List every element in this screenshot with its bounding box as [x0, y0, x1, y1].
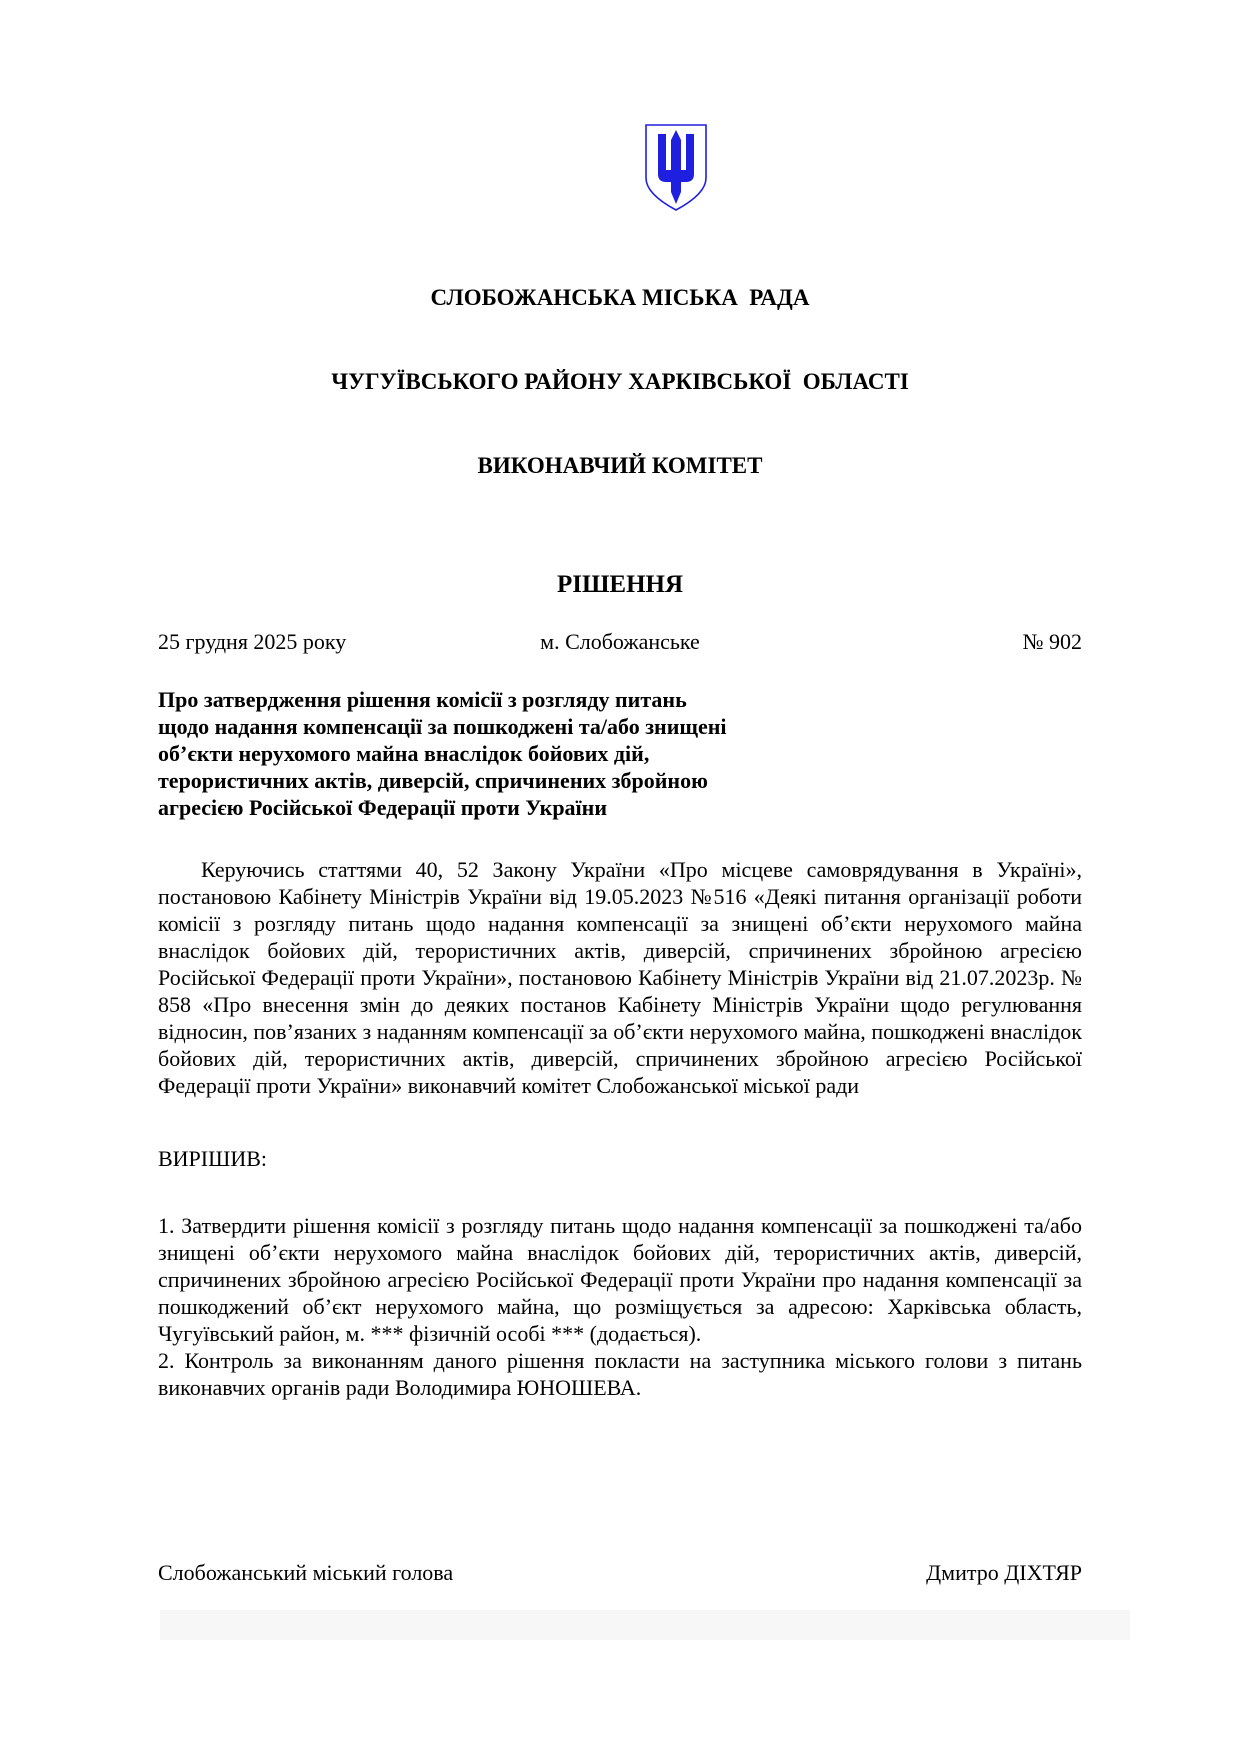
- document-subject: [158, 686, 1082, 821]
- signature-row: [158, 1559, 1082, 1586]
- document-type-heading: РІШЕННЯ: [556, 571, 684, 598]
- preamble-paragraph: Керуючись статтями 40, 52 Закону України «Про місцеве самоврядування в Україні», постановою Кабінету Міністрів України від 19.05.2023 №516 «Деякі питання організації роботи комісії з розгляду питань щодо надання компенсації за знищені об’єкти нерухомого майна внаслідок бойових дій, терористичних актів, диверсій, спричинених збройною агресією Російської Федерації проти України», постановою Кабінету Міністрів України від 21.07.2023р. № 858 «Про внесення змін до деяких постанов Кабінету Міністрів України щодо регулювання відносин, пов’язаних з наданням компенсації за об’єкти нерухомого майна, пошкоджені внаслідок бойових дій, терористичних актів, диверсій, спричинених збройною агресією Російської Федерації проти України» виконавчий комітет Слобожанської міської ради: [158, 857, 1082, 1098]
- document-date: 25 грудня 2025 року: [158, 629, 347, 654]
- redaction-bar: [160, 1610, 1130, 1640]
- document-place: м. Слобожанське: [540, 629, 700, 654]
- decision-items: [158, 1212, 1082, 1401]
- document-number: № 902: [1022, 629, 1082, 654]
- signatory-title: Слобожанський міський голова: [158, 1560, 454, 1585]
- subject-line: терористичних актів, диверсій, спричинених збройною: [158, 768, 708, 793]
- council-name: СЛОБОЖАНСЬКА МІСЬКА РАДА: [430, 285, 810, 310]
- coat-of-arms: [642, 122, 710, 214]
- signatory-name: Дмитро ДІХТЯР: [926, 1560, 1082, 1585]
- decision-item-1: 1. Затвердити рішення комісії з розгляду питань щодо надання компенсації за пошкоджені та/або знищені об’єкти нерухомого майна внаслідок бойових дій, терористичних актів, диверсій, спричинених збройною агресією Російської Федерації проти України про надання компенсації за пошкоджений об’єкт нерухомого майна, що розміщується за адресою: Харківська область, Чугуївський район, м. *** фізичній особі *** (додається).: [158, 1213, 1082, 1346]
- committee-name: ВИКОНАВЧИЙ КОМІТЕТ: [477, 453, 763, 478]
- subject-line: Про затвердження рішення комісії з розгляду питань: [158, 687, 687, 712]
- resolved-heading: ВИРІШИВ:: [158, 1146, 267, 1171]
- tryzub-emblem-icon: [642, 122, 710, 214]
- subject-line: агресією Російської Федерації проти України: [158, 795, 608, 820]
- subject-line: щодо надання компенсації за пошкоджені та/або знищені: [158, 714, 727, 739]
- document-meta-row: [158, 628, 1082, 655]
- subject-line: об’єкти нерухомого майна внаслідок бойових дій,: [158, 741, 650, 766]
- decision-item-2: 2. Контроль за виконанням даного рішення покласти на заступника міського голови з питань виконавчих органів ради Володимира ЮНОШЕВА.: [158, 1348, 1082, 1400]
- district-name: ЧУГУЇВСЬКОГО РАЙОНУ ХАРКІВСЬКОЇ ОБЛАСТІ: [331, 369, 909, 394]
- organization-header: [158, 228, 1082, 536]
